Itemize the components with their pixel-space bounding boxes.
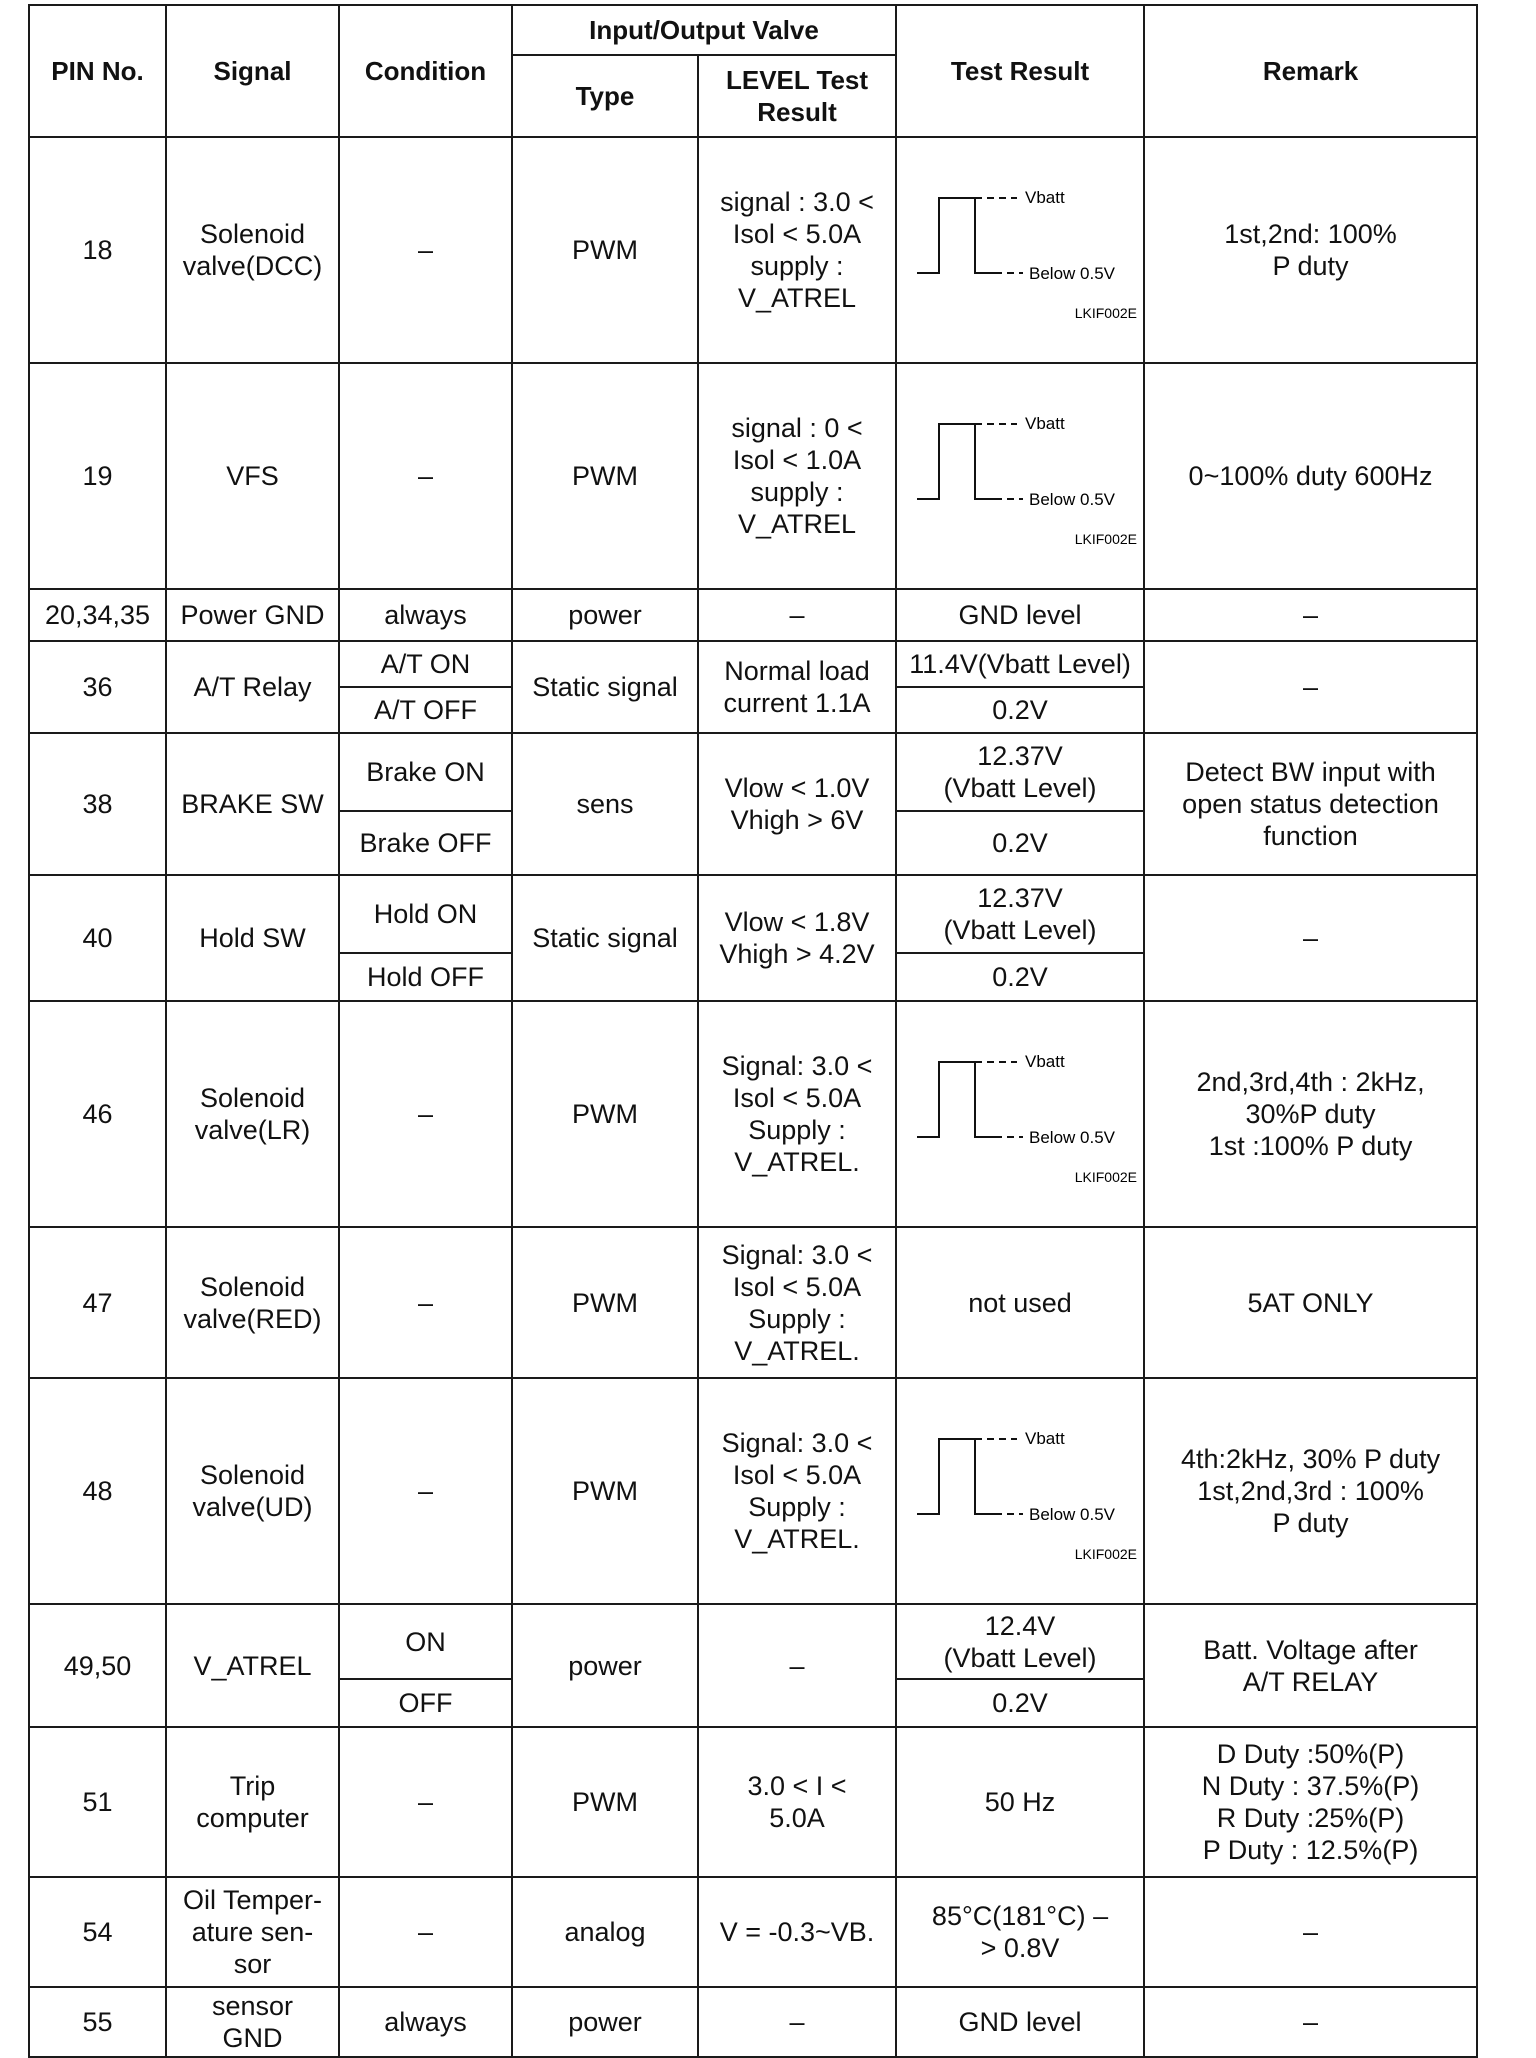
level-cell: Signal: 3.0 < Isol < 5.0A Supply : V_ATREL. — [698, 1001, 896, 1227]
pin-cell: 18 — [29, 137, 166, 363]
table-row — [29, 1604, 1477, 1679]
remark-cell: Batt. Voltage after A/T RELAY — [1144, 1604, 1477, 1727]
level-cell: Signal: 3.0 < Isol < 5.0A Supply : V_ATREL. — [698, 1378, 896, 1604]
pin-cell: 46 — [29, 1001, 166, 1227]
condition-cell: – — [339, 1877, 512, 1987]
condition-cell: Hold OFF — [339, 953, 512, 1001]
remark-cell: D Duty :50%(P) N Duty : 37.5%(P) R Duty :25%(P) P Duty : 12.5%(P) — [1144, 1727, 1477, 1877]
signal-cell: Hold SW — [166, 875, 339, 1001]
level-cell: Signal: 3.0 < Isol < 5.0A Supply : V_ATREL. — [698, 1227, 896, 1378]
type-cell: PWM — [512, 137, 698, 363]
condition-cell: – — [339, 1727, 512, 1877]
pin-cell: 55 — [29, 1987, 166, 2057]
level-cell: – — [698, 589, 896, 641]
test-result-cell: not used — [896, 1227, 1144, 1378]
test-result-cell: 12.37V (Vbatt Level) — [896, 733, 1144, 811]
condition-cell: – — [339, 1227, 512, 1378]
remark-cell: 1st,2nd: 100% P duty — [1144, 137, 1477, 363]
pin-cell: 40 — [29, 875, 166, 1001]
figure-code: LKIF002E — [1074, 531, 1138, 547]
signal-cell: Solenoid valve(UD) — [166, 1378, 339, 1604]
test-result-cell: 0.2V — [896, 1679, 1144, 1727]
condition-cell: ON — [339, 1604, 512, 1679]
pin-cell: 38 — [29, 733, 166, 875]
type-cell: Static signal — [512, 641, 698, 733]
test-result-cell: 12.4V (Vbatt Level) — [896, 1604, 1144, 1679]
type-cell: PWM — [512, 1378, 698, 1604]
vbatt-label: Vbatt — [1025, 414, 1065, 433]
vbatt-label: Vbatt — [1025, 188, 1065, 207]
type-cell: PWM — [512, 1727, 698, 1877]
condition-cell: – — [339, 1378, 512, 1604]
below-label: Below 0.5V — [1029, 264, 1116, 283]
condition-cell: – — [339, 1001, 512, 1227]
test-result-waveform — [896, 1378, 1144, 1604]
level-cell: – — [698, 1987, 896, 2057]
condition-cell: always — [339, 589, 512, 641]
level-cell: 3.0 < I < 5.0A — [698, 1727, 896, 1877]
level-cell: Vlow < 1.0V Vhigh > 6V — [698, 733, 896, 875]
header-test-result: Test Result — [896, 5, 1144, 137]
level-cell: – — [698, 1604, 896, 1727]
pin-cell: 20,34,35 — [29, 589, 166, 641]
signal-cell: BRAKE SW — [166, 733, 339, 875]
condition-cell: – — [339, 137, 512, 363]
remark-cell: – — [1144, 1877, 1477, 1987]
pwm-waveform — [905, 396, 1153, 556]
condition-cell: always — [339, 1987, 512, 2057]
test-result-cell: 0.2V — [896, 687, 1144, 733]
header-type: Type — [512, 55, 698, 137]
pwm-waveform — [905, 170, 1153, 330]
table-row — [29, 1877, 1477, 1987]
pin-cell: 36 — [29, 641, 166, 733]
below-label: Below 0.5V — [1029, 1505, 1116, 1524]
pwm-waveform — [905, 1034, 1153, 1194]
pin-cell: 19 — [29, 363, 166, 589]
header-io-valve: Input/Output Valve — [512, 5, 896, 55]
signal-cell: Solenoid valve(RED) — [166, 1227, 339, 1378]
remark-cell: Detect BW input with open status detection function — [1144, 733, 1477, 875]
signal-cell: Solenoid valve(LR) — [166, 1001, 339, 1227]
table-row — [29, 1378, 1477, 1604]
remark-cell: – — [1144, 875, 1477, 1001]
figure-code: LKIF002E — [1074, 305, 1138, 321]
table-row — [29, 137, 1477, 363]
pin-cell: 47 — [29, 1227, 166, 1378]
vbatt-label: Vbatt — [1025, 1429, 1065, 1448]
pin-cell: 48 — [29, 1378, 166, 1604]
pin-cell: 49,50 — [29, 1604, 166, 1727]
remark-cell: – — [1144, 641, 1477, 733]
condition-cell: Hold ON — [339, 875, 512, 953]
signal-cell: Power GND — [166, 589, 339, 641]
test-result-cell: 0.2V — [896, 953, 1144, 1001]
type-cell: power — [512, 1604, 698, 1727]
signal-cell: VFS — [166, 363, 339, 589]
signal-cell: A/T Relay — [166, 641, 339, 733]
test-result-waveform — [896, 1001, 1144, 1227]
type-cell: PWM — [512, 1227, 698, 1378]
signal-cell: sensor GND — [166, 1987, 339, 2057]
pin-spec-table — [28, 4, 1478, 2058]
level-cell: signal : 0 < Isol < 1.0A supply : V_ATREL — [698, 363, 896, 589]
type-cell: power — [512, 589, 698, 641]
test-result-cell: 50 Hz — [896, 1727, 1144, 1877]
figure-code: LKIF002E — [1074, 1546, 1138, 1562]
condition-cell: OFF — [339, 1679, 512, 1727]
test-result-cell: 85°C(181°C) – > 0.8V — [896, 1877, 1144, 1987]
table-row — [29, 363, 1477, 589]
type-cell: PWM — [512, 1001, 698, 1227]
condition-cell: Brake OFF — [339, 811, 512, 875]
condition-cell: – — [339, 363, 512, 589]
header-remark: Remark — [1144, 5, 1477, 137]
remark-cell: 5AT ONLY — [1144, 1227, 1477, 1378]
pin-cell: 51 — [29, 1727, 166, 1877]
signal-cell: V_ATREL — [166, 1604, 339, 1727]
level-cell: Vlow < 1.8V Vhigh > 4.2V — [698, 875, 896, 1001]
level-cell: V = -0.3~VB. — [698, 1877, 896, 1987]
header-level-test-result: LEVEL Test Result — [698, 55, 896, 137]
type-cell: PWM — [512, 363, 698, 589]
signal-cell: Solenoid valve(DCC) — [166, 137, 339, 363]
remark-cell: – — [1144, 589, 1477, 641]
test-result-cell: 12.37V (Vbatt Level) — [896, 875, 1144, 953]
type-cell: sens — [512, 733, 698, 875]
type-cell: Static signal — [512, 875, 698, 1001]
table-row — [29, 1727, 1477, 1877]
vbatt-label: Vbatt — [1025, 1052, 1065, 1071]
table-row — [29, 1987, 1477, 2057]
level-cell: signal : 3.0 < Isol < 5.0A supply : V_ATREL — [698, 137, 896, 363]
condition-cell: A/T ON — [339, 641, 512, 687]
remark-cell: – — [1144, 1987, 1477, 2057]
header-signal: Signal — [166, 5, 339, 137]
table-row — [29, 1001, 1477, 1227]
test-result-waveform — [896, 137, 1144, 363]
type-cell: analog — [512, 1877, 698, 1987]
level-cell: Normal load current 1.1A — [698, 641, 896, 733]
type-cell: power — [512, 1987, 698, 2057]
pin-cell: 54 — [29, 1877, 166, 1987]
pin-spec-sheet — [28, 4, 1476, 2058]
test-result-waveform — [896, 363, 1144, 589]
table-row — [29, 875, 1477, 953]
remark-cell: 2nd,3rd,4th : 2kHz, 30%P duty 1st :100% P duty — [1144, 1001, 1477, 1227]
signal-cell: Oil Temper- ature sen- sor — [166, 1877, 339, 1987]
condition-cell: Brake ON — [339, 733, 512, 811]
below-label: Below 0.5V — [1029, 1128, 1116, 1147]
test-result-cell: 0.2V — [896, 811, 1144, 875]
condition-cell: A/T OFF — [339, 687, 512, 733]
test-result-cell: 11.4V(Vbatt Level) — [896, 641, 1144, 687]
header-pin-no: PIN No. — [29, 5, 166, 137]
header-condition: Condition — [339, 5, 512, 137]
remark-cell: 4th:2kHz, 30% P duty 1st,2nd,3rd : 100% P duty — [1144, 1378, 1477, 1604]
test-result-cell: GND level — [896, 589, 1144, 641]
table-row — [29, 641, 1477, 687]
signal-cell: Trip computer — [166, 1727, 339, 1877]
figure-code: LKIF002E — [1074, 1169, 1138, 1185]
table-row — [29, 733, 1477, 811]
test-result-cell: GND level — [896, 1987, 1144, 2057]
remark-cell: 0~100% duty 600Hz — [1144, 363, 1477, 589]
pwm-waveform — [905, 1411, 1153, 1571]
table-row — [29, 1227, 1477, 1378]
below-label: Below 0.5V — [1029, 490, 1116, 509]
table-row — [29, 589, 1477, 641]
